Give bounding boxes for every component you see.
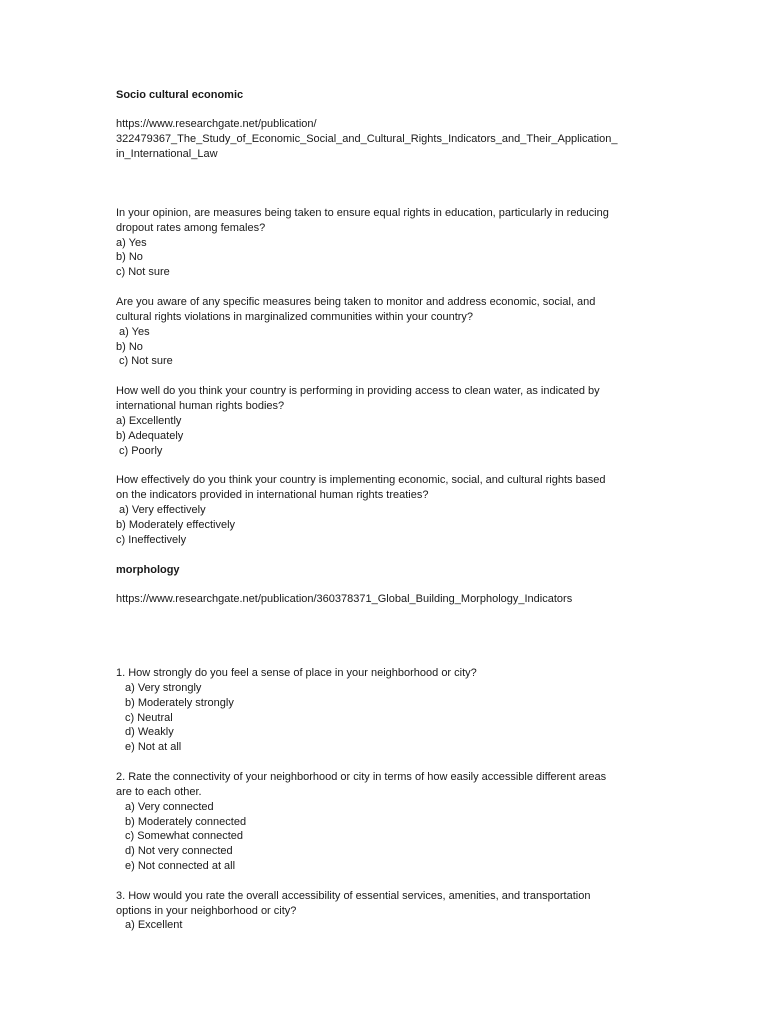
answer-option: e) Not connected at all <box>125 860 236 872</box>
answer-option: b) Moderately connected <box>125 816 247 828</box>
answer-option: a) Yes <box>116 237 147 249</box>
question-text: are to each other. <box>116 786 202 798</box>
answer-option: b) No <box>116 251 143 263</box>
question-text: options in your neighborhood or city? <box>116 905 297 917</box>
question-text: Are you aware of any specific measures being taken to monitor and address economic, social, and <box>116 296 596 308</box>
question-text: How well do you think your country is performing in providing access to clean water, as indicated by <box>116 385 600 397</box>
answer-option: c) Not sure <box>116 266 170 278</box>
question-text: on the indicators provided in international human rights treaties? <box>116 489 429 501</box>
section-heading: Socio cultural economic <box>116 89 244 101</box>
answer-option: a) Very connected <box>125 801 214 813</box>
answer-option: b) Moderately strongly <box>125 697 234 709</box>
reference-url-line: in_International_Law <box>116 148 218 160</box>
answer-option: b) Adequately <box>116 430 184 442</box>
reference-url-line: https://www.researchgate.net/publication/360378371_Global_Building_Morphology_Indicators <box>116 593 573 605</box>
answer-option: e) Not at all <box>125 741 182 753</box>
answer-option: a) Excellently <box>116 415 182 427</box>
question-text: dropout rates among females? <box>116 222 266 234</box>
question-text: 3. How would you rate the overall accessibility of essential services, amenities, and transportation <box>116 890 591 902</box>
answer-option: a) Excellent <box>125 919 183 931</box>
answer-option: b) No <box>116 341 143 353</box>
answer-option: c) Ineffectively <box>116 534 187 546</box>
answer-option: d) Not very connected <box>125 845 233 857</box>
section-heading: morphology <box>116 564 180 576</box>
reference-url-line: 322479367_The_Study_of_Economic_Social_and_Cultural_Rights_Indicators_and_Their_Application_ <box>116 133 618 145</box>
question-text: international human rights bodies? <box>116 400 285 412</box>
answer-option: c) Poorly <box>119 445 163 457</box>
answer-option: a) Very effectively <box>119 504 206 516</box>
answer-option: a) Yes <box>119 326 150 338</box>
question-text: 2. Rate the connectivity of your neighborhood or city in terms of how easily accessible different areas <box>116 771 607 783</box>
answer-option: c) Not sure <box>119 355 173 367</box>
question-text: cultural rights violations in marginalized communities within your country? <box>116 311 474 323</box>
answer-option: c) Neutral <box>125 712 173 724</box>
answer-option: c) Somewhat connected <box>125 830 244 842</box>
question-text: 1. How strongly do you feel a sense of place in your neighborhood or city? <box>116 667 477 679</box>
question-text: How effectively do you think your country is implementing economic, social, and cultural rights based <box>116 474 606 486</box>
answer-option: d) Weakly <box>125 726 174 738</box>
question-text: In your opinion, are measures being taken to ensure equal rights in education, particularly in reducing <box>116 207 609 219</box>
answer-option: a) Very strongly <box>125 682 202 694</box>
reference-url-line: https://www.researchgate.net/publication/ <box>116 118 317 130</box>
answer-option: b) Moderately effectively <box>116 519 236 531</box>
